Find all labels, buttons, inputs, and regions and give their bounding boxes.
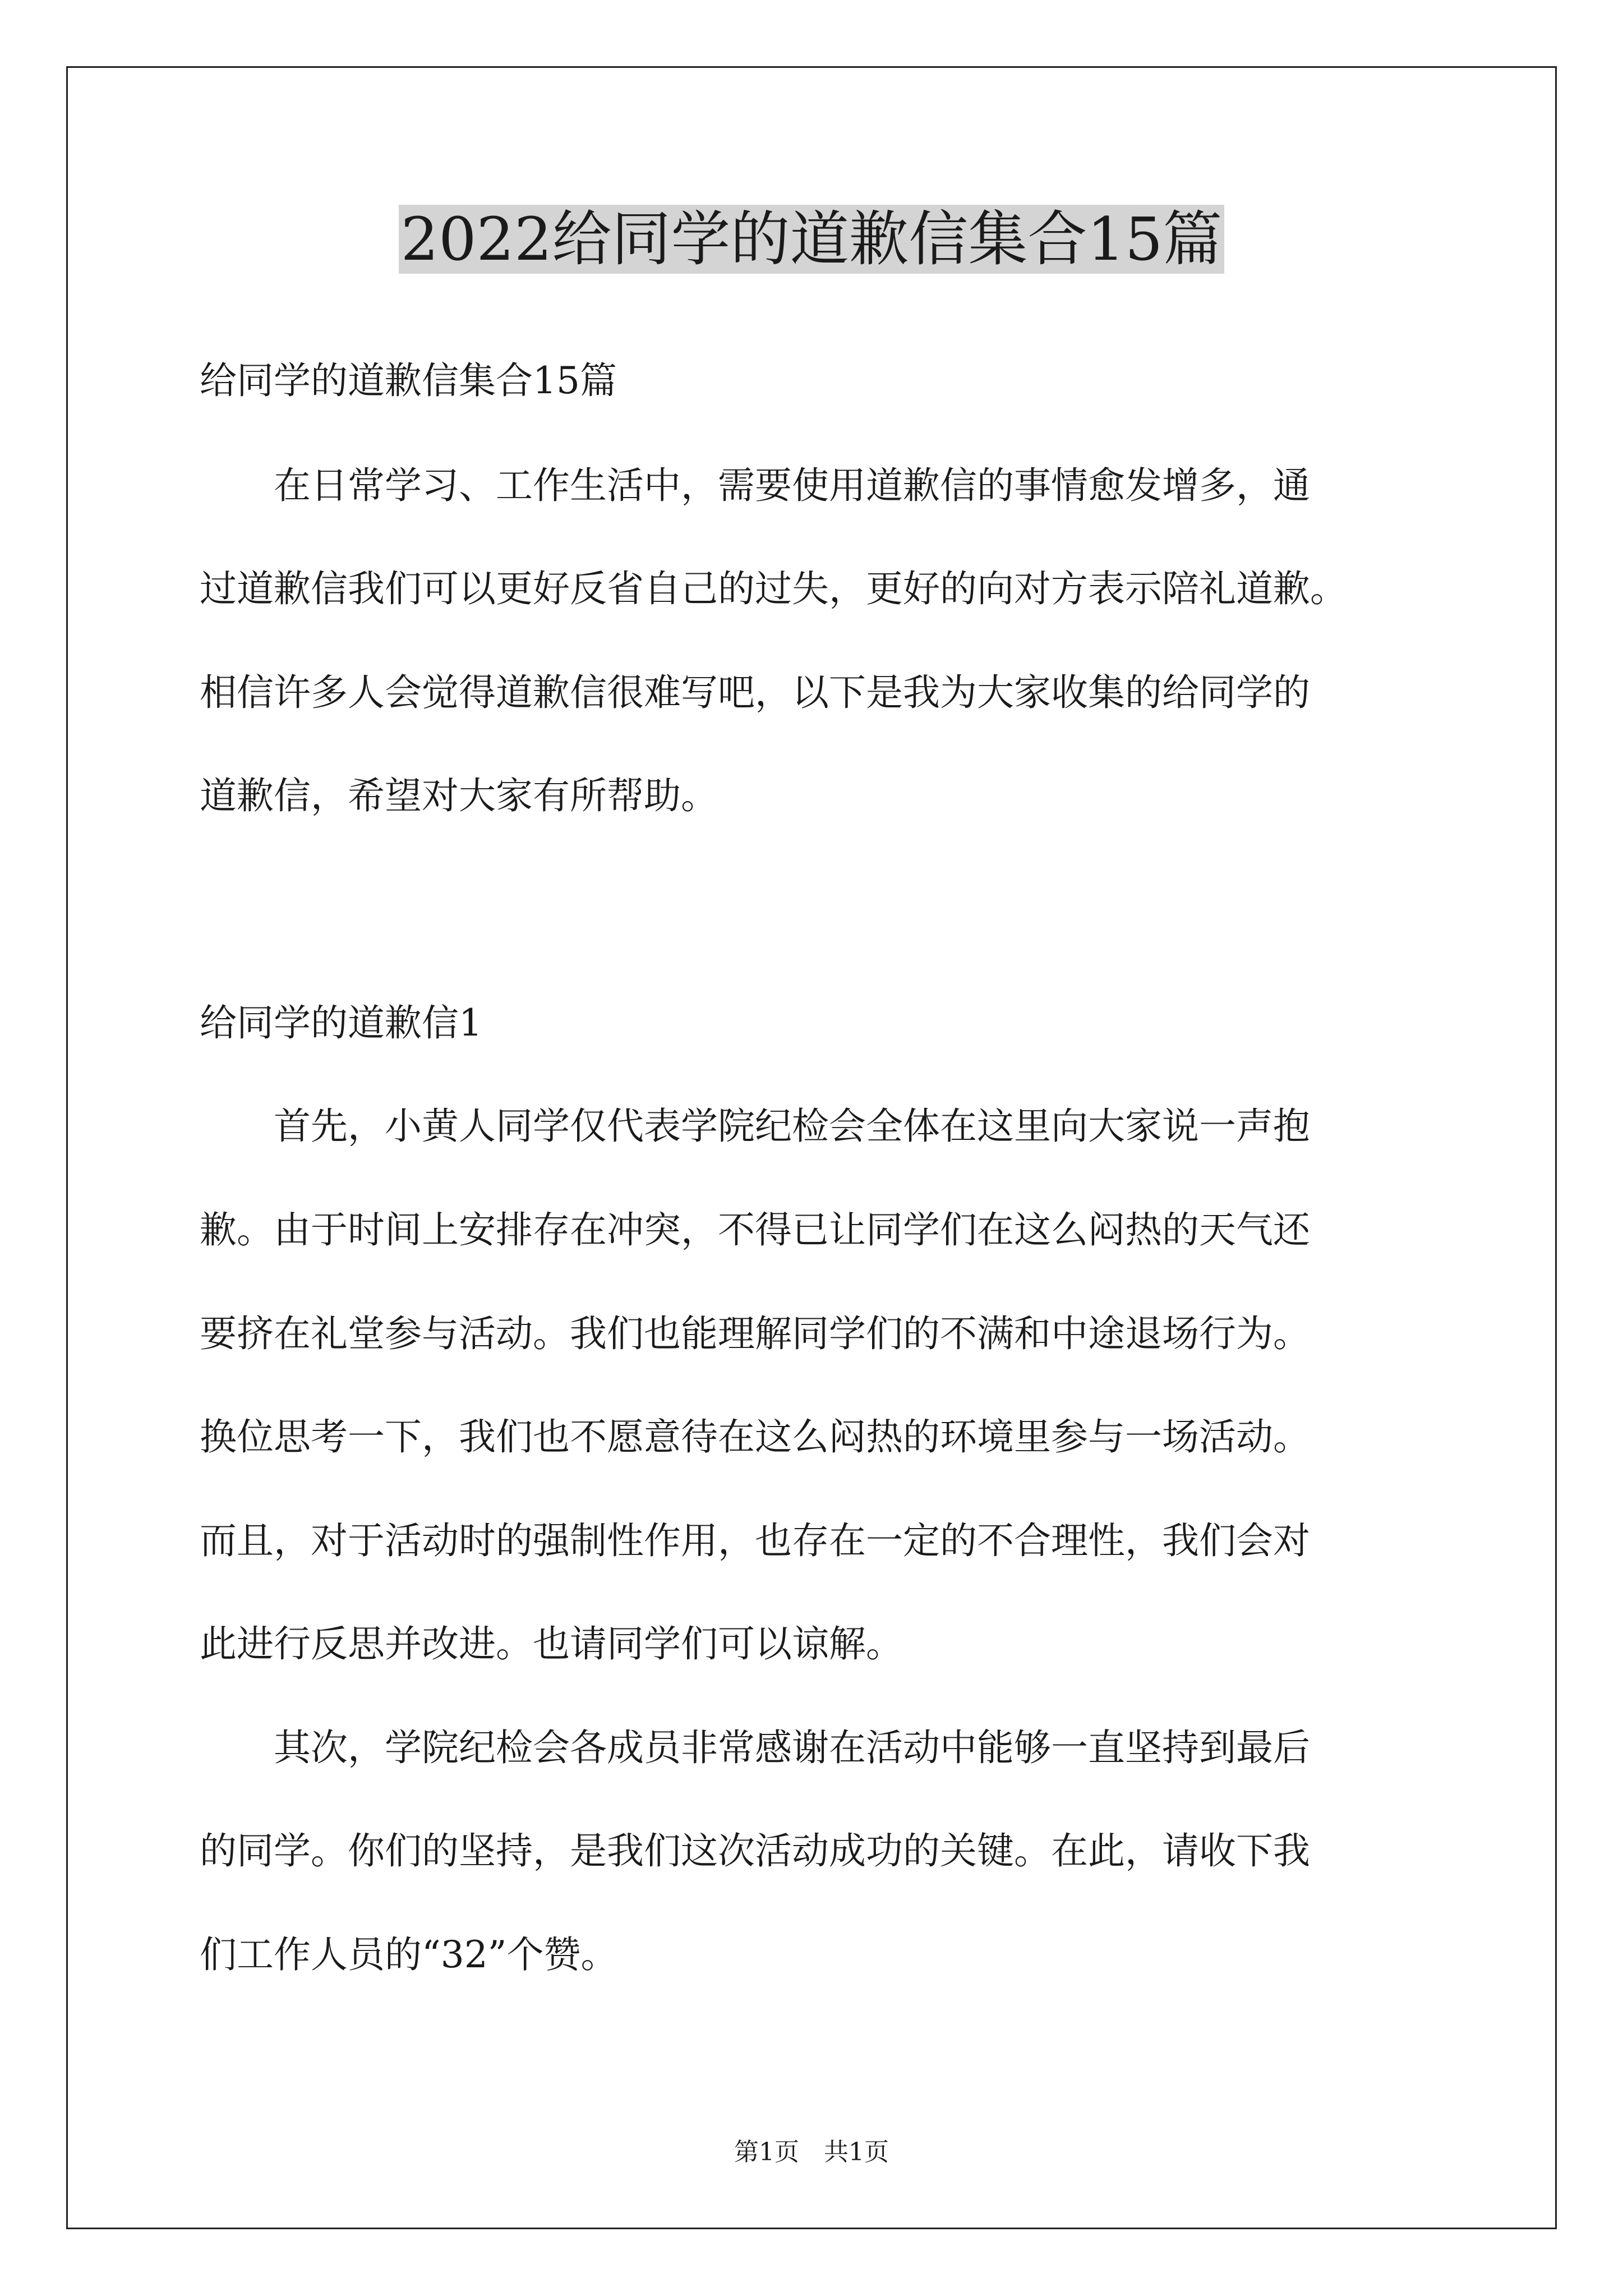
section-line-9: 们工作人员的“32”个赞。: [200, 1933, 618, 1976]
subtitle: 给同学的道歉信集合15篇: [200, 359, 617, 402]
section-heading: 给同学的道歉信1: [200, 1001, 482, 1045]
document-title: 2022给同学的道歉信集合15篇: [0, 197, 1623, 282]
intro-line-1: 在日常学习、工作生活中，需要使用道歉信的事情愈发增多，通: [200, 464, 1310, 507]
section-line-3: 要挤在礼堂参与活动。我们也能理解同学们的不满和中途退场行为。: [200, 1312, 1310, 1355]
section-line-7: 其次，学院纪检会各成员非常感谢在活动中能够一直坚持到最后: [200, 1726, 1310, 1769]
section-line-8: 的同学。你们的坚持，是我们这次活动成功的关键。在此，请收下我: [200, 1829, 1310, 1872]
section-line-1: 首先，小黄人同学仅代表学院纪检会全体在这里向大家说一声抱: [200, 1105, 1310, 1148]
intro-line-4: 道歉信，希望对大家有所帮助。: [200, 774, 718, 817]
section-line-2: 歉。由于时间上安排存在冲突，不得已让同学们在这么闷热的天气还: [200, 1208, 1310, 1251]
intro-line-2: 过道歉信我们可以更好反省自己的过失，更好的向对方表示陪礼道歉。: [200, 567, 1347, 610]
section-line-6: 此进行反思并改进。也请同学们可以谅解。: [200, 1622, 903, 1665]
section-line-5: 而且，对于活动时的强制性作用，也存在一定的不合理性，我们会对: [200, 1519, 1310, 1562]
page-footer: 第1页 共1页: [734, 2138, 889, 2166]
section-line-4: 换位思考一下，我们也不愿意待在这么闷热的环境里参与一场活动。: [200, 1415, 1310, 1458]
intro-line-3: 相信许多人会觉得道歉信很难写吧，以下是我为大家收集的给同学的: [200, 671, 1310, 714]
